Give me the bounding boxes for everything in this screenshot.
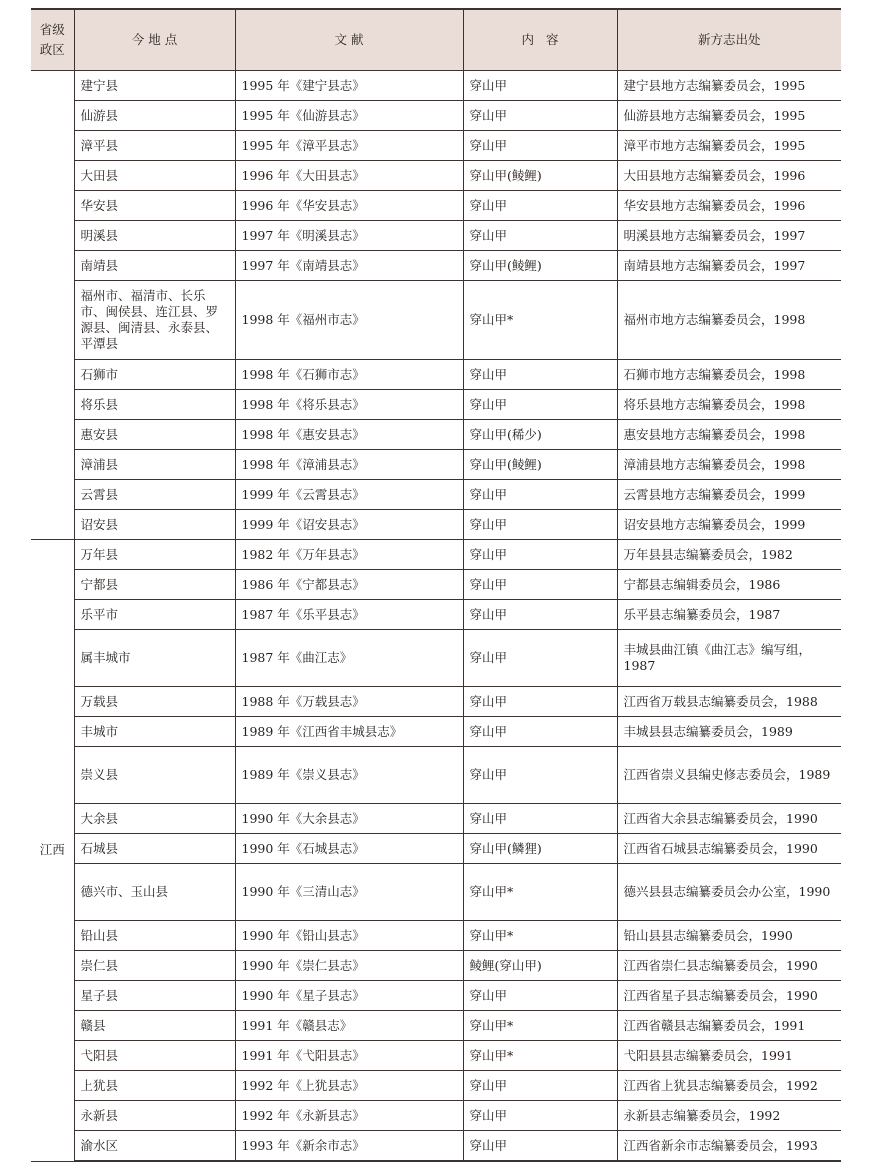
place-cell: 星子县 — [74, 981, 235, 1011]
table-row — [31, 864, 841, 921]
source-cell: 华安县地方志编纂委员会，1996 — [617, 191, 841, 221]
source-cell: 石狮市地方志编纂委员会，1998 — [617, 360, 841, 390]
header-document: 文 献 — [235, 9, 463, 71]
content-cell: 穿山甲 — [463, 131, 617, 161]
source-cell: 惠安县地方志编纂委员会，1998 — [617, 420, 841, 450]
source-cell: 丰城县县志编纂委员会，1989 — [617, 717, 841, 747]
source-cell: 南靖县地方志编纂委员会，1997 — [617, 251, 841, 281]
content-cell: 穿山甲 — [463, 804, 617, 834]
source-cell: 江西省上犹县志编纂委员会，1992 — [617, 1071, 841, 1101]
content-cell: 穿山甲 — [463, 687, 617, 717]
header-place: 今 地 点 — [74, 9, 235, 71]
document-cell: 1999 年《诏安县志》 — [235, 510, 463, 540]
place-cell: 德兴市、玉山县 — [74, 864, 235, 921]
content-cell: 穿山甲 — [463, 540, 617, 570]
content-cell: 穿山甲 — [463, 630, 617, 687]
source-cell: 诏安县地方志编纂委员会，1999 — [617, 510, 841, 540]
content-cell: 穿山甲* — [463, 864, 617, 921]
place-cell: 漳平县 — [74, 131, 235, 161]
content-cell: 穿山甲(鳞狸) — [463, 834, 617, 864]
document-cell: 1997 年《南靖县志》 — [235, 251, 463, 281]
place-cell: 崇仁县 — [74, 951, 235, 981]
place-cell: 漳浦县 — [74, 450, 235, 480]
document-cell: 1998 年《福州市志》 — [235, 281, 463, 360]
document-cell: 1991 年《弋阳县志》 — [235, 1041, 463, 1071]
place-cell: 仙游县 — [74, 101, 235, 131]
content-cell: 穿山甲 — [463, 981, 617, 1011]
content-cell: 穿山甲 — [463, 390, 617, 420]
content-cell: 鲮鲤(穿山甲) — [463, 951, 617, 981]
source-cell: 建宁县地方志编纂委员会，1995 — [617, 71, 841, 101]
place-cell: 石狮市 — [74, 360, 235, 390]
content-cell: 穿山甲(鲮鲤) — [463, 450, 617, 480]
document-cell: 1990 年《三清山志》 — [235, 864, 463, 921]
content-cell: 穿山甲 — [463, 600, 617, 630]
province-cell: 江西 — [31, 540, 74, 1162]
place-cell: 诏安县 — [74, 510, 235, 540]
table-row — [31, 221, 841, 251]
table-row — [31, 981, 841, 1011]
table-row — [31, 951, 841, 981]
document-cell: 1995 年《漳平县志》 — [235, 131, 463, 161]
content-cell: 穿山甲 — [463, 71, 617, 101]
content-cell: 穿山甲* — [463, 921, 617, 951]
table-row — [31, 71, 841, 101]
document-cell: 1995 年《仙游县志》 — [235, 101, 463, 131]
content-cell: 穿山甲(鲮鲤) — [463, 251, 617, 281]
document-cell: 1982 年《万年县志》 — [235, 540, 463, 570]
document-cell: 1990 年《大余县志》 — [235, 804, 463, 834]
document-cell: 1988 年《万载县志》 — [235, 687, 463, 717]
source-cell: 弋阳县县志编纂委员会，1991 — [617, 1041, 841, 1071]
document-cell: 1990 年《铅山县志》 — [235, 921, 463, 951]
source-cell: 万年县县志编纂委员会，1982 — [617, 540, 841, 570]
table-row — [31, 630, 841, 687]
place-cell: 乐平市 — [74, 600, 235, 630]
content-cell: 穿山甲* — [463, 281, 617, 360]
source-cell: 仙游县地方志编纂委员会，1995 — [617, 101, 841, 131]
table-row — [31, 1011, 841, 1041]
content-cell: 穿山甲 — [463, 191, 617, 221]
table-row — [31, 450, 841, 480]
table-row — [31, 540, 841, 570]
document-cell: 1997 年《明溪县志》 — [235, 221, 463, 251]
table-row — [31, 281, 841, 360]
header-source: 新方志出处 — [617, 9, 841, 71]
content-cell: 穿山甲 — [463, 1071, 617, 1101]
table-row — [31, 480, 841, 510]
source-cell: 江西省大余县志编纂委员会，1990 — [617, 804, 841, 834]
table-row — [31, 834, 841, 864]
place-cell: 建宁县 — [74, 71, 235, 101]
document-cell: 1993 年《新余市志》 — [235, 1131, 463, 1162]
place-cell: 云霄县 — [74, 480, 235, 510]
source-cell: 铅山县县志编纂委员会，1990 — [617, 921, 841, 951]
document-cell: 1998 年《石狮市志》 — [235, 360, 463, 390]
place-cell: 万载县 — [74, 687, 235, 717]
place-cell: 万年县 — [74, 540, 235, 570]
document-cell: 1998 年《惠安县志》 — [235, 420, 463, 450]
document-cell: 1995 年《建宁县志》 — [235, 71, 463, 101]
table-row — [31, 101, 841, 131]
content-cell: 穿山甲* — [463, 1041, 617, 1071]
document-cell: 1987 年《乐平县志》 — [235, 600, 463, 630]
source-cell: 将乐县地方志编纂委员会，1998 — [617, 390, 841, 420]
content-cell: 穿山甲 — [463, 717, 617, 747]
content-cell: 穿山甲 — [463, 570, 617, 600]
source-cell: 丰城县曲江镇《曲江志》编写组，1987 — [617, 630, 841, 687]
source-cell: 德兴县县志编纂委员会办公室，1990 — [617, 864, 841, 921]
content-cell: 穿山甲 — [463, 747, 617, 804]
place-cell: 弋阳县 — [74, 1041, 235, 1071]
document-cell: 1990 年《星子县志》 — [235, 981, 463, 1011]
document-cell: 1991 年《赣县志》 — [235, 1011, 463, 1041]
document-cell: 1998 年《漳浦县志》 — [235, 450, 463, 480]
header-content: 内 容 — [463, 9, 617, 71]
document-cell: 1990 年《崇仁县志》 — [235, 951, 463, 981]
place-cell: 惠安县 — [74, 420, 235, 450]
document-cell: 1992 年《上犹县志》 — [235, 1071, 463, 1101]
table-row — [31, 1101, 841, 1131]
document-cell: 1996 年《大田县志》 — [235, 161, 463, 191]
source-cell: 福州市地方志编纂委员会，1998 — [617, 281, 841, 360]
document-cell: 1990 年《石城县志》 — [235, 834, 463, 864]
content-cell: 穿山甲 — [463, 510, 617, 540]
table-row — [31, 131, 841, 161]
place-cell: 福州市、福清市、长乐市、闽侯县、连江县、罗源县、闽清县、永泰县、平潭县 — [74, 281, 235, 360]
place-cell: 铅山县 — [74, 921, 235, 951]
document-cell: 1989 年《江西省丰城县志》 — [235, 717, 463, 747]
place-cell: 永新县 — [74, 1101, 235, 1131]
table-row — [31, 1071, 841, 1101]
source-cell: 江西省星子县志编纂委员会，1990 — [617, 981, 841, 1011]
table-row — [31, 1041, 841, 1071]
content-cell: 穿山甲 — [463, 1101, 617, 1131]
table-row — [31, 687, 841, 717]
content-cell: 穿山甲 — [463, 101, 617, 131]
document-cell: 1987 年《曲江志》 — [235, 630, 463, 687]
source-cell: 漳浦县地方志编纂委员会，1998 — [617, 450, 841, 480]
place-cell: 华安县 — [74, 191, 235, 221]
document-cell: 1989 年《崇义县志》 — [235, 747, 463, 804]
table-row — [31, 921, 841, 951]
table-row — [31, 420, 841, 450]
place-cell: 明溪县 — [74, 221, 235, 251]
table-row — [31, 360, 841, 390]
table-row — [31, 717, 841, 747]
place-cell: 崇义县 — [74, 747, 235, 804]
place-cell: 宁都县 — [74, 570, 235, 600]
source-cell: 江西省石城县志编纂委员会，1990 — [617, 834, 841, 864]
place-cell: 大田县 — [74, 161, 235, 191]
document-cell: 1996 年《华安县志》 — [235, 191, 463, 221]
source-cell: 江西省崇仁县志编纂委员会，1990 — [617, 951, 841, 981]
table-row — [31, 804, 841, 834]
place-cell: 赣县 — [74, 1011, 235, 1041]
table-row — [31, 161, 841, 191]
source-cell: 江西省新余市志编纂委员会，1993 — [617, 1131, 841, 1162]
document-cell: 1986 年《宁都县志》 — [235, 570, 463, 600]
content-cell: 穿山甲* — [463, 1011, 617, 1041]
source-cell: 江西省赣县志编纂委员会，1991 — [617, 1011, 841, 1041]
table-row — [31, 510, 841, 540]
header-province: 省级 政区 — [31, 9, 74, 71]
document-cell: 1992 年《永新县志》 — [235, 1101, 463, 1131]
place-cell: 大余县 — [74, 804, 235, 834]
table-row — [31, 570, 841, 600]
content-cell: 穿山甲(鲮鲤) — [463, 161, 617, 191]
table-row — [31, 191, 841, 221]
document-cell: 1998 年《将乐县志》 — [235, 390, 463, 420]
place-cell: 石城县 — [74, 834, 235, 864]
records-table — [31, 8, 841, 1162]
source-cell: 乐平县志编纂委员会，1987 — [617, 600, 841, 630]
content-cell: 穿山甲(稀少) — [463, 420, 617, 450]
source-cell: 漳平市地方志编纂委员会，1995 — [617, 131, 841, 161]
table-row — [31, 251, 841, 281]
source-cell: 明溪县地方志编纂委员会，1997 — [617, 221, 841, 251]
place-cell: 将乐县 — [74, 390, 235, 420]
header-row — [31, 9, 841, 71]
table-row — [31, 1131, 841, 1162]
table-body — [31, 71, 841, 1162]
place-cell: 上犹县 — [74, 1071, 235, 1101]
source-cell: 大田县地方志编纂委员会，1996 — [617, 161, 841, 191]
place-cell: 属丰城市 — [74, 630, 235, 687]
source-cell: 永新县志编纂委员会，1992 — [617, 1101, 841, 1131]
place-cell: 南靖县 — [74, 251, 235, 281]
table-row — [31, 600, 841, 630]
document-cell: 1999 年《云霄县志》 — [235, 480, 463, 510]
place-cell: 丰城市 — [74, 717, 235, 747]
place-cell: 渝水区 — [74, 1131, 235, 1162]
source-cell: 云霄县地方志编纂委员会，1999 — [617, 480, 841, 510]
province-cell — [31, 71, 74, 540]
content-cell: 穿山甲 — [463, 360, 617, 390]
content-cell: 穿山甲 — [463, 1131, 617, 1162]
table-row — [31, 747, 841, 804]
table-row — [31, 390, 841, 420]
content-cell: 穿山甲 — [463, 221, 617, 251]
content-cell: 穿山甲 — [463, 480, 617, 510]
source-cell: 江西省崇义县编史修志委员会，1989 — [617, 747, 841, 804]
source-cell: 江西省万载县志编纂委员会，1988 — [617, 687, 841, 717]
source-cell: 宁都县志编辑委员会，1986 — [617, 570, 841, 600]
